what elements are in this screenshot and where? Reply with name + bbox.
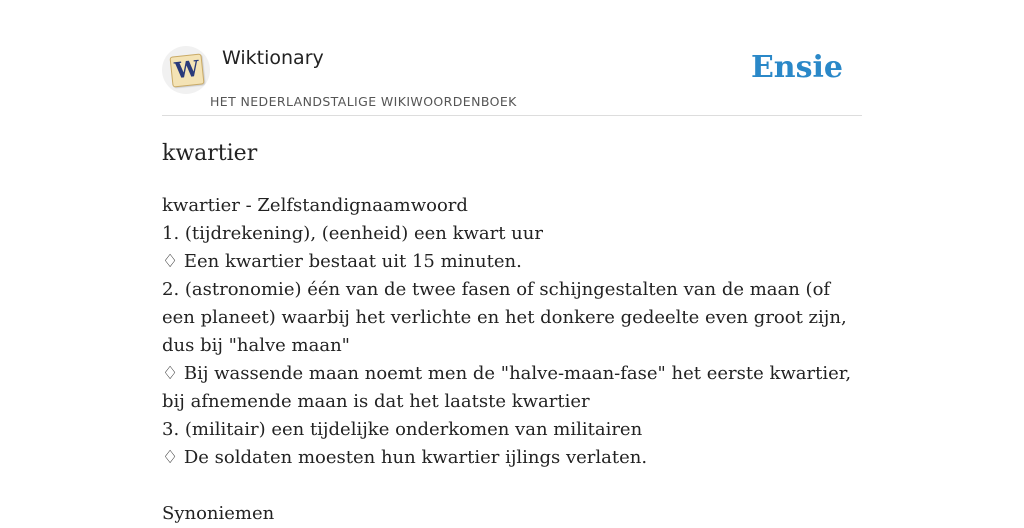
site-title[interactable]: Wiktionary: [222, 47, 324, 69]
example-2: ♢ Bij wassende maan noemt men de "halve-maan-fase" het eerste kwartier, bij afnemende maan is dat het laatste kwartier: [162, 363, 852, 412]
entry-header-line: kwartier - Zelfstandignaamwoord: [162, 195, 468, 216]
site-subtitle: HET NEDERLANDSTALIGE WIKIWOORDENBOEK: [210, 94, 517, 109]
example-3: ♢ De soldaten moesten hun kwartier ijlings verlaten.: [162, 447, 648, 468]
definition-3: 3. (militair) een tijdelijke onderkomen van militairen: [162, 419, 643, 440]
logo-letter: W: [173, 55, 201, 85]
wiktionary-logo-icon[interactable]: [162, 46, 210, 94]
logo-tile: [169, 53, 204, 87]
page-title: kwartier: [162, 141, 258, 166]
example-1: ♢ Een kwartier bestaat uit 15 minuten.: [162, 251, 522, 272]
definition-2: 2. (astronomie) één van de twee fasen of schijngestalten van de maan (of een planeet) waarbij het verlichte en het donkere gedeelte even groot zijn, dus bij "halve maan": [162, 279, 847, 356]
synonyms-heading: Synoniemen: [162, 503, 275, 524]
entry-content: [162, 192, 862, 528]
ensie-brand-link[interactable]: Ensie: [750, 50, 843, 85]
site-header: [162, 40, 862, 116]
definition-1: 1. (tijdrekening), (eenheid) een kwart uur: [162, 223, 543, 244]
